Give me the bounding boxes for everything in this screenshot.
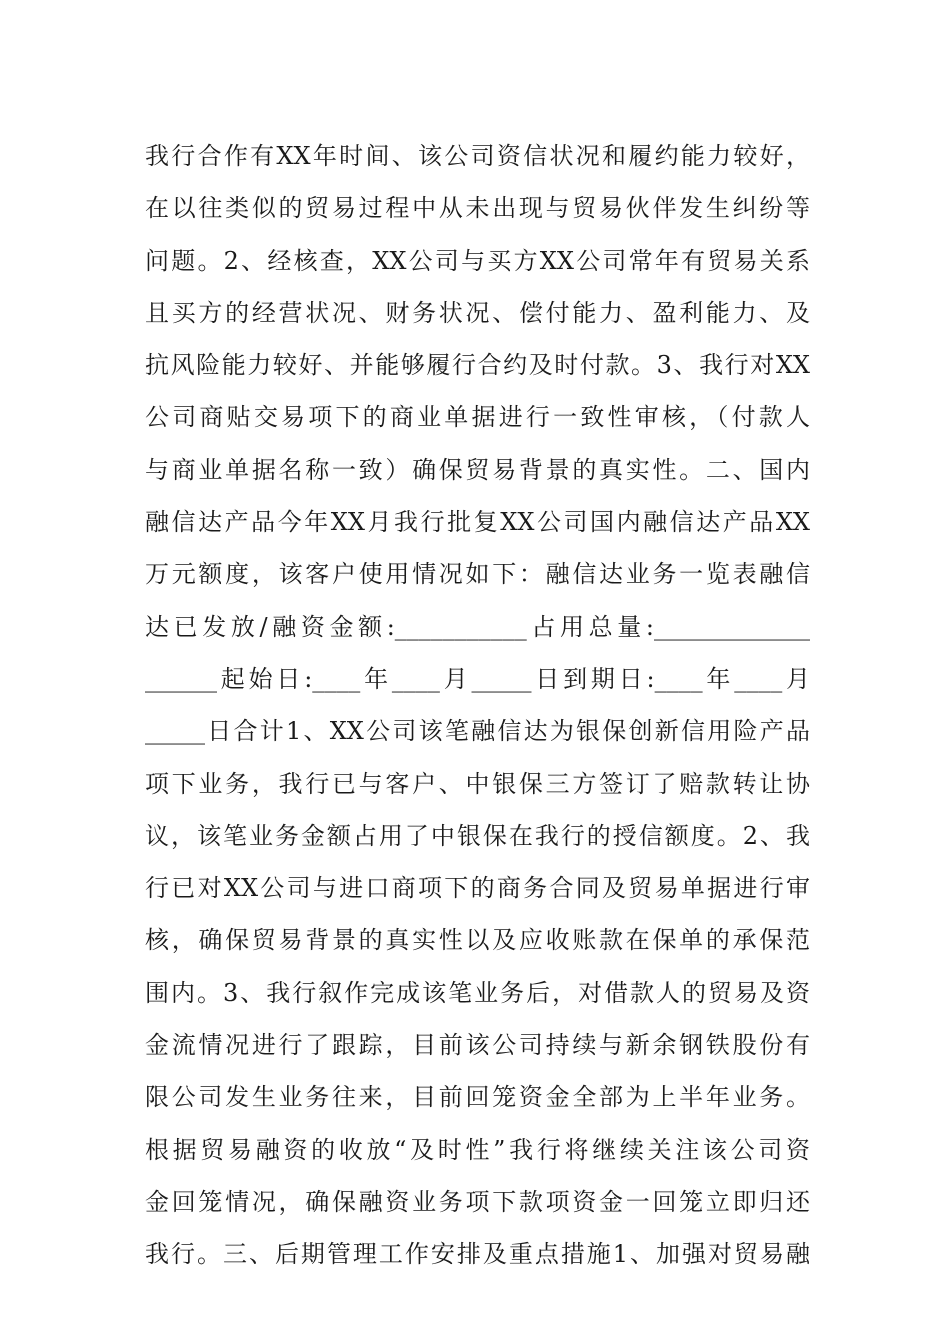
text-line: 我行。三、后期管理工作安排及重点措施1、加强对贸易融 [145,1240,810,1269]
text-line: 我行合作有XX年时间、该公司资信状况和履约能力较好， [145,142,810,170]
text-line: _____日合计1、XX公司该笔融信达为银保创新信用险产品 [145,717,810,746]
body-text [145,130,810,1281]
text-line: 核，确保贸易背景的真实性以及应收账款在保单的承保范 [145,926,810,955]
text-line: 项下业务，我行已与客户、中银保三方签订了赔款转让协 [145,769,810,798]
text-line: 万元额度，该客户使用情况如下：融信达业务一览表融信 [145,560,810,589]
text-line: 问题。2、经核查，XX公司与买方XX公司常年有贸易关系 [145,246,810,275]
text-line: 公司商贴交易项下的商业单据进行一致性审核，（付款人 [145,403,810,432]
text-line: ______起始日:____年____月_____日到期日:____年____月 [145,664,810,693]
text-line: 金流情况进行了跟踪，目前该公司持续与新余钢铁股份有 [145,1031,810,1060]
text-line: 且买方的经营状况、财务状况、偿付能力、盈利能力、及 [145,298,810,327]
text-line: 议，该笔业务金额占用了中银保在我行的授信额度。2、我 [145,821,810,850]
text-line: 限公司发生业务往来，目前回笼资金全部为上半年业务。 [145,1083,810,1112]
text-line: 达已发放/融资金额:___________占用总量:_____________ [145,612,810,641]
text-line: 与商业单据名称一致）确保贸易背景的真实性。二、国内 [145,455,810,484]
text-line: 围内。3、我行叙作完成该笔业务后，对借款人的贸易及资 [145,978,810,1007]
text-line: 抗风险能力较好、并能够履行合约及时付款。3、我行对XX [145,351,810,380]
text-line: 在以往类似的贸易过程中从未出现与贸易伙伴发生纠纷等 [145,194,810,223]
text-line: 金回笼情况，确保融资业务项下款项资金一回笼立即归还 [145,1187,810,1216]
text-line: 融信达产品今年XX月我行批复XX公司国内融信达产品XX [145,508,810,537]
text-line: 行已对XX公司与进口商项下的商务合同及贸易单据进行审 [145,874,810,903]
text-line: 根据贸易融资的收放“及时性”我行将继续关注该公司资 [145,1135,810,1164]
